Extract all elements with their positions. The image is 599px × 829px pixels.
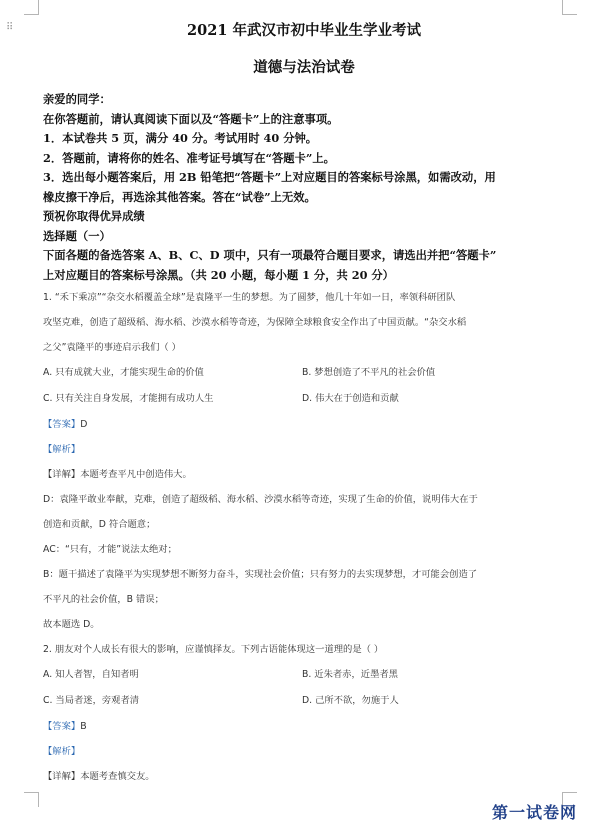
question-2-detail	[43, 764, 565, 789]
question-1-option-b: B. 梦想创造了不平凡的社会价值	[302, 367, 436, 378]
question-2-option-b: B. 近朱者赤，近墨者黑	[302, 669, 398, 680]
instruction-line: 橡皮擦干净后，再选涂其他答案。答在“试卷”上无效。	[43, 189, 316, 204]
question-1-detail	[43, 462, 565, 487]
question-1-option-d: D. 伟大在于创造和贡献	[302, 393, 399, 404]
question-1-explanation: B：题干描述了袁隆平为实现梦想不断努力奋斗，实现社会价值；只有努力的去实现梦想，才可能会创造了	[43, 569, 478, 580]
exam-title: 2021 年武汉市初中毕业生学业考试	[187, 22, 421, 39]
crop-mark-top-left	[24, 0, 39, 15]
analysis-tag: 【解析】	[43, 444, 81, 455]
question-1-explanation: AC：“只有，才能”说法太绝对；	[43, 544, 177, 555]
answer-tag: 【答案】	[43, 419, 81, 430]
question-2-option-d: D. 己所不欲，勿施于人	[302, 695, 399, 706]
answer-tag: 【答案】	[43, 721, 81, 732]
detail-tag: 【详解】	[43, 771, 81, 782]
instruction-line: 在你答题前，请认真阅读下面以及“答题卡”上的注意事项。	[43, 111, 339, 126]
question-1-options-row-1	[43, 360, 565, 386]
drag-handle-icon[interactable]: ⠿	[6, 22, 15, 33]
instruction-line: 1．本试卷共 5 页，满分 40 分。考试用时 40 分钟。	[43, 131, 318, 145]
question-1-stem: 1. “禾下乘凉”“杂交水稻覆盖全球”是袁隆平一生的梦想。为了圆梦，他几十年如一日，率领科研团队	[43, 292, 456, 303]
instruction-line: 3．选出每小题答案后，用 2B 铅笔把“答题卡”上对应题目的答案标号涂黑，如需改动，用	[43, 170, 496, 184]
answer-value: D	[80, 419, 88, 430]
question-2-option-c: C. 当局者迷，旁观者清	[43, 695, 140, 706]
detail-tag: 【详解】	[43, 469, 81, 480]
section-heading: 选择题（一）	[43, 228, 111, 243]
detail-text: 本题考查慎交友。	[80, 771, 155, 782]
instruction-line: 2．答题前，请将你的姓名、准考证号填写在“答题卡”上。	[43, 150, 335, 165]
document-content	[43, 18, 565, 789]
question-1-explanation: 不平凡的社会价值，B 错误；	[43, 594, 164, 605]
question-1-stem: 攻坚克难，创造了超级稻、海水稻、沙漠水稻等奇迹，为保障全球粮食安全作出了中国贡献。“杂交水稻	[43, 317, 467, 328]
question-2-stem: 2. 朋友对个人成长有很大的影响，应谨慎择友。下列古语能体现这一道理的是（ ）	[43, 644, 384, 655]
question-1-stem: 之父”袁隆平的事迹启示我们（ ）	[43, 342, 181, 353]
question-1-explanation: 创造和贡献，D 符合题意；	[43, 519, 156, 530]
question-1-option-c: C. 只有关注自身发展，才能拥有成功人生	[43, 393, 214, 404]
analysis-tag: 【解析】	[43, 746, 81, 757]
exam-subtitle: 道德与法治试卷	[253, 59, 355, 76]
question-2-answer	[43, 714, 565, 739]
section-description: 下面各题的备选答案 A、B、C、D 项中，只有一项最符合题目要求，请选出并把“答题卡”	[43, 248, 497, 262]
question-2-analysis	[43, 739, 565, 764]
question-2-options-row-2	[43, 688, 565, 714]
answer-value: B	[80, 721, 87, 732]
section-description: 上对应题目的答案标号涂黑。（共 20 小题，每小题 1 分，共 20 分）	[43, 267, 394, 282]
question-2-option-a: A. 知人者智，自知者明	[43, 669, 139, 680]
crop-mark-bottom-left	[24, 792, 39, 807]
instruction-line: 预祝你取得优异成绩	[43, 209, 145, 223]
question-1-options-row-2	[43, 386, 565, 412]
detail-text: 本题考查平凡中创造伟大。	[80, 469, 192, 480]
greeting: 亲爱的同学：	[43, 92, 111, 106]
question-1-explanation: D：袁隆平敢业奉献，克难，创造了超级稻、海水稻、沙漠水稻等奇迹，实现了生命的价值，说明伟大在于	[43, 494, 478, 505]
question-1-option-a: A. 只有成就大业，才能实现生命的价值	[43, 367, 204, 378]
site-watermark: 第一试卷网	[491, 803, 577, 822]
question-1-analysis	[43, 437, 565, 462]
question-1-explanation: 故本题选 D。	[43, 619, 100, 630]
crop-mark-top-right	[562, 0, 577, 15]
question-2-options-row-1	[43, 662, 565, 688]
question-1-answer	[43, 412, 565, 437]
